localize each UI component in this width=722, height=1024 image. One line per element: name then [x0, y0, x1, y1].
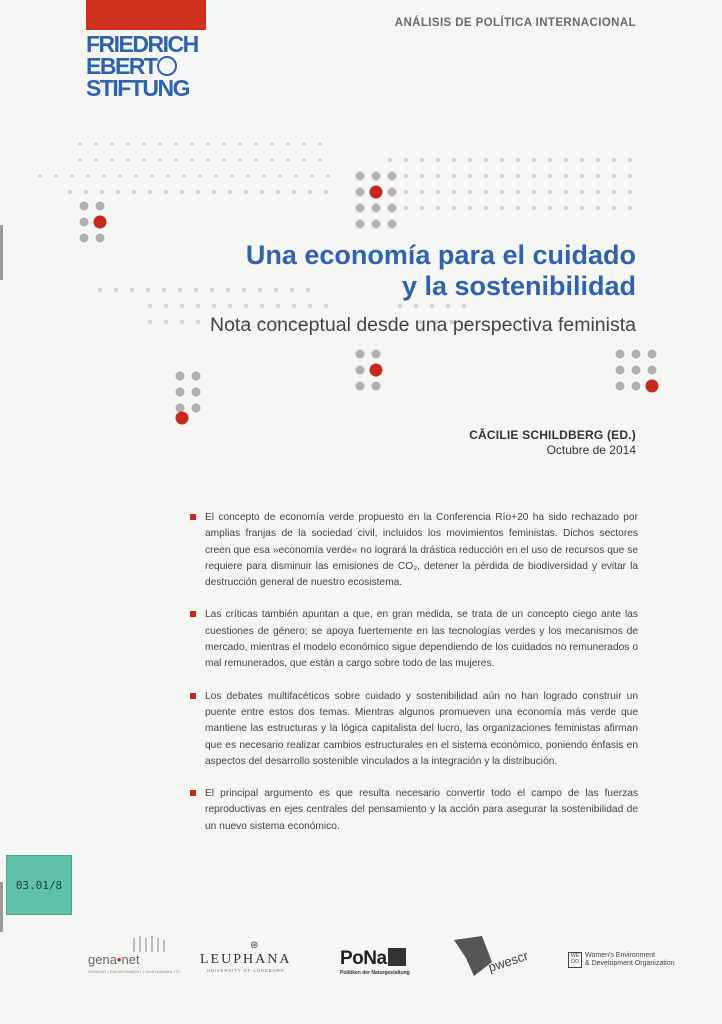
map-dot	[500, 158, 504, 162]
map-dot	[212, 190, 216, 194]
map-dot	[126, 158, 130, 162]
bullet-square-icon	[190, 514, 196, 520]
map-dot	[564, 158, 568, 162]
map-dot	[294, 174, 298, 178]
map-dot	[532, 158, 536, 162]
map-dot	[616, 366, 625, 375]
map-dot	[372, 220, 381, 229]
map-dot	[96, 202, 105, 211]
map-dot	[324, 304, 328, 308]
wedo-logo	[568, 952, 675, 968]
map-dot	[178, 288, 182, 292]
map-dot	[388, 204, 397, 213]
map-dot	[596, 174, 600, 178]
wedo-line: & Development Organization	[585, 960, 675, 967]
map-dot	[142, 142, 146, 146]
map-dot	[356, 366, 365, 375]
map-dot	[100, 190, 104, 194]
map-dot	[596, 158, 600, 162]
map-dot	[38, 174, 42, 178]
page-edge-mark	[0, 882, 3, 932]
map-dot	[80, 202, 89, 211]
fes-logo	[86, 33, 216, 99]
map-dot	[84, 190, 88, 194]
map-dot	[612, 190, 616, 194]
map-dot	[532, 190, 536, 194]
map-dot	[148, 320, 152, 324]
map-dot	[98, 288, 102, 292]
map-dot	[616, 382, 625, 391]
map-dot	[628, 206, 632, 210]
map-dot	[632, 350, 641, 359]
map-dot	[436, 206, 440, 210]
wedo-line: Women's Environment	[585, 952, 656, 959]
bullet-square-icon	[190, 790, 196, 796]
map-dot	[372, 172, 381, 181]
leuphana-name: LEUPHANA	[200, 952, 292, 967]
map-dot	[246, 174, 250, 178]
map-dot	[388, 172, 397, 181]
map-dot	[548, 174, 552, 178]
map-dot	[318, 142, 322, 146]
map-dot	[226, 288, 230, 292]
map-dot	[276, 304, 280, 308]
map-dot	[532, 206, 536, 210]
map-dot	[318, 158, 322, 162]
map-dot	[164, 190, 168, 194]
map-dot	[468, 206, 472, 210]
map-dot	[238, 158, 242, 162]
map-dot	[500, 190, 504, 194]
map-dot	[194, 288, 198, 292]
map-dot	[612, 174, 616, 178]
map-dot	[270, 142, 274, 146]
map-dot	[356, 350, 365, 359]
bullet-item	[190, 786, 638, 835]
map-dot	[452, 190, 456, 194]
map-dot	[372, 382, 381, 391]
bullet-square-icon	[190, 611, 196, 617]
map-dot	[80, 218, 89, 227]
map-dot	[580, 158, 584, 162]
map-dot	[254, 142, 258, 146]
map-dot	[388, 220, 397, 229]
map-dot	[468, 190, 472, 194]
map-dot	[158, 158, 162, 162]
map-dot	[516, 174, 520, 178]
wedo-text	[585, 952, 675, 968]
logo-line: FRIEDRICH	[86, 31, 198, 57]
map-dot	[126, 142, 130, 146]
map-dot	[648, 366, 657, 375]
map-dot	[628, 158, 632, 162]
map-dot	[404, 190, 408, 194]
map-dot	[356, 382, 365, 391]
map-dot	[198, 174, 202, 178]
map-dot	[646, 380, 659, 393]
map-dot	[132, 190, 136, 194]
map-dot	[244, 190, 248, 194]
map-dot	[176, 412, 189, 425]
map-dot	[356, 220, 365, 229]
map-dot	[310, 174, 314, 178]
bullet-square-icon	[190, 693, 196, 699]
map-dot	[452, 206, 456, 210]
map-dot	[430, 304, 434, 308]
map-dot	[146, 288, 150, 292]
map-dot	[196, 190, 200, 194]
gena-sub: GENDER | ENVIRONMENT | SUSTAINABILITY	[88, 969, 181, 974]
map-dot	[222, 158, 226, 162]
map-dot	[164, 304, 168, 308]
gena-bars-icon	[132, 934, 182, 954]
pwescr-logo	[452, 932, 552, 982]
map-dot	[262, 174, 266, 178]
map-dot	[446, 304, 450, 308]
map-dot	[616, 350, 625, 359]
map-dot	[484, 190, 488, 194]
map-dot	[420, 206, 424, 210]
map-dot	[564, 190, 568, 194]
map-dot	[102, 174, 106, 178]
title-line: y la sostenibilidad	[401, 271, 636, 301]
map-dot	[580, 206, 584, 210]
map-dot	[356, 204, 365, 213]
bullet-item	[190, 510, 638, 591]
map-dot	[648, 350, 657, 359]
map-dot	[548, 158, 552, 162]
map-dot	[110, 142, 114, 146]
map-dot	[356, 188, 365, 197]
map-dot	[516, 158, 520, 162]
map-dot	[564, 206, 568, 210]
map-dot	[632, 366, 641, 375]
map-dot	[270, 158, 274, 162]
map-dot	[388, 188, 397, 197]
title-line: Una economía para el cuidado	[245, 240, 636, 270]
map-dot	[276, 190, 280, 194]
map-dot	[180, 320, 184, 324]
bullet-item	[190, 607, 638, 672]
map-dot	[174, 158, 178, 162]
map-dot	[174, 142, 178, 146]
map-dot	[134, 174, 138, 178]
map-dot	[164, 320, 168, 324]
map-dot	[78, 142, 82, 146]
map-dot	[436, 190, 440, 194]
logo-line	[86, 55, 216, 77]
partner-logos	[0, 930, 722, 990]
map-dot	[308, 304, 312, 308]
map-dot	[302, 158, 306, 162]
map-dot	[206, 142, 210, 146]
map-dot	[96, 234, 105, 243]
bullet-item	[190, 689, 638, 770]
map-dot	[260, 304, 264, 308]
map-dot	[162, 288, 166, 292]
pona-name: PoNa	[340, 948, 387, 969]
map-dot	[68, 190, 72, 194]
map-dot	[436, 158, 440, 162]
map-dot	[420, 158, 424, 162]
map-dot	[388, 158, 392, 162]
map-dot	[596, 206, 600, 210]
map-dot	[130, 288, 134, 292]
map-dot	[404, 206, 408, 210]
author-name: CĂCILIE SCHILDBERG (ED.)	[469, 428, 636, 442]
map-dot	[516, 190, 520, 194]
map-dot	[116, 190, 120, 194]
map-dot	[86, 174, 90, 178]
map-dot	[114, 288, 118, 292]
bullet-text: El concepto de economía verde propuesto en la Conferencia Río+20 ha sido rechazado por amplias franjas de la sociedad civil, incluidos los movimientos feministas. Dichos sectores creen que esa »economía verde« no logrará la drástica reducción en el uso de recursos que se requiere para disminuir las emisiones de CO₂, detener la pérdida de biodiversidad y evitar la destrucción general de nuestro ecosistema.	[205, 512, 638, 589]
leuphana-emblem-icon: ⊛	[250, 940, 259, 951]
leuphana-sub: UNIVERSITY OF LÜNEBURG	[206, 968, 285, 973]
map-dot	[580, 190, 584, 194]
leuphana-logo	[200, 940, 292, 973]
map-dot	[94, 216, 107, 229]
map-dot	[190, 142, 194, 146]
map-dot	[176, 404, 185, 413]
map-dot	[158, 142, 162, 146]
map-dot	[214, 174, 218, 178]
map-dot	[78, 158, 82, 162]
map-dot	[180, 304, 184, 308]
map-dot	[118, 174, 122, 178]
map-dot	[612, 158, 616, 162]
map-dot	[222, 142, 226, 146]
map-dot	[500, 206, 504, 210]
logo-line: STIFTUNG	[86, 75, 189, 101]
series-label: ANÁLISIS DE POLÍTICA INTERNACIONAL	[394, 17, 636, 29]
map-dot	[632, 382, 641, 391]
map-dot	[516, 206, 520, 210]
map-dot	[150, 174, 154, 178]
map-dot	[148, 190, 152, 194]
map-dot	[370, 364, 383, 377]
map-dot	[176, 372, 185, 381]
map-dot	[54, 174, 58, 178]
gena-word: gena	[88, 952, 117, 967]
map-dot	[286, 158, 290, 162]
gena-net-logo	[88, 952, 180, 974]
map-dot	[580, 174, 584, 178]
map-dot	[404, 174, 408, 178]
map-dot	[278, 174, 282, 178]
map-dot	[196, 304, 200, 308]
map-dot	[176, 388, 185, 397]
map-dot	[230, 174, 234, 178]
map-dot	[210, 288, 214, 292]
map-dot	[94, 158, 98, 162]
map-dot	[468, 158, 472, 162]
map-dot	[80, 234, 89, 243]
map-dot	[260, 190, 264, 194]
map-dot	[192, 388, 201, 397]
map-dot	[564, 174, 568, 178]
map-dot	[142, 158, 146, 162]
wedo-icon: WE DO	[568, 952, 582, 968]
publication-date: Octubre de 2014	[546, 443, 636, 457]
subtitle: Nota conceptual desde una perspectiva feminista	[209, 314, 636, 336]
map-dot	[500, 174, 504, 178]
map-dot	[484, 206, 488, 210]
map-dot	[452, 174, 456, 178]
map-dot	[166, 174, 170, 178]
map-dot	[398, 304, 402, 308]
map-dot	[548, 206, 552, 210]
map-dot	[254, 158, 258, 162]
map-dot	[462, 304, 466, 308]
author-block	[469, 428, 636, 457]
map-dot	[436, 174, 440, 178]
map-dot	[238, 142, 242, 146]
map-dot	[628, 190, 632, 194]
map-dot	[356, 172, 365, 181]
pona-logo	[340, 948, 410, 976]
pwescr-name: pwescr	[486, 947, 531, 975]
map-dot	[596, 190, 600, 194]
gena-dot-icon: •	[116, 952, 122, 967]
map-dot	[286, 142, 290, 146]
map-dot	[190, 158, 194, 162]
map-dot	[404, 158, 408, 162]
map-dot	[110, 158, 114, 162]
map-dot	[370, 186, 383, 199]
bullet-text: Las críticas también apuntan a que, en gran medida, se trata de un concepto ciego ante las cuestiones de género; se apoya fuertemente en las tecnologías verdes y los mecanismos de mercado, mientras el modelo económico sigue dependiendo de los cuidados no remunerados o mal remunerados, que están a cargo sobre todo de las mujeres.	[205, 609, 638, 670]
summary-bullets	[190, 510, 638, 851]
header-red-bar	[86, 0, 206, 30]
map-dot	[180, 190, 184, 194]
globe-icon	[157, 56, 177, 76]
map-dot	[628, 174, 632, 178]
map-dot	[372, 204, 381, 213]
map-dot	[326, 174, 330, 178]
map-dot	[94, 142, 98, 146]
map-dot	[192, 372, 201, 381]
map-dot	[302, 142, 306, 146]
map-dot	[420, 190, 424, 194]
map-dot	[548, 190, 552, 194]
library-stamp: 03.01/8	[6, 855, 72, 915]
map-dot	[292, 190, 296, 194]
pona-box-icon	[388, 948, 406, 966]
map-dot	[372, 350, 381, 359]
map-dot	[192, 404, 201, 413]
logo-line-text: EBERT	[86, 53, 157, 79]
map-dot	[324, 190, 328, 194]
map-dot	[484, 158, 488, 162]
map-dot	[228, 190, 232, 194]
map-dot	[182, 174, 186, 178]
map-dot	[292, 304, 296, 308]
map-dot	[70, 174, 74, 178]
pona-sub: Politiken der Naturgestaltung	[340, 970, 410, 976]
map-dot	[484, 174, 488, 178]
page-title	[246, 240, 636, 302]
map-dot	[452, 158, 456, 162]
map-dot	[228, 304, 232, 308]
map-dot	[532, 174, 536, 178]
map-dot	[612, 206, 616, 210]
map-dot	[196, 320, 200, 324]
map-dot	[212, 304, 216, 308]
map-dot	[148, 304, 152, 308]
bullet-text: El principal argumento es que resulta necesario convertir todo el campo de las fuerzas reproductivas en ejes centrales del pensamiento y la acción para asegurar la sostenibilidad de un nuevo sistema económico.	[205, 788, 638, 832]
map-dot	[244, 304, 248, 308]
gena-net: net	[121, 952, 140, 967]
map-dot	[414, 304, 418, 308]
map-dot	[468, 174, 472, 178]
map-dot	[308, 190, 312, 194]
map-dot	[420, 174, 424, 178]
map-dot	[206, 158, 210, 162]
bullet-text: Los debates multifacéticos sobre cuidado y sostenibilidad aún no han logrado construir un puente entre estos dos temas. Mientras algunos promueven una economía más verde que mantiene las estructuras y la lógica capitalista del lucro, las organizaciones feministas afirman que es necesario realizar cambios estructurales en el sistema económico, poniendo énfasis en aspectos del desarrollo sostenible vinculados a la integración y la distribución.	[205, 690, 638, 767]
